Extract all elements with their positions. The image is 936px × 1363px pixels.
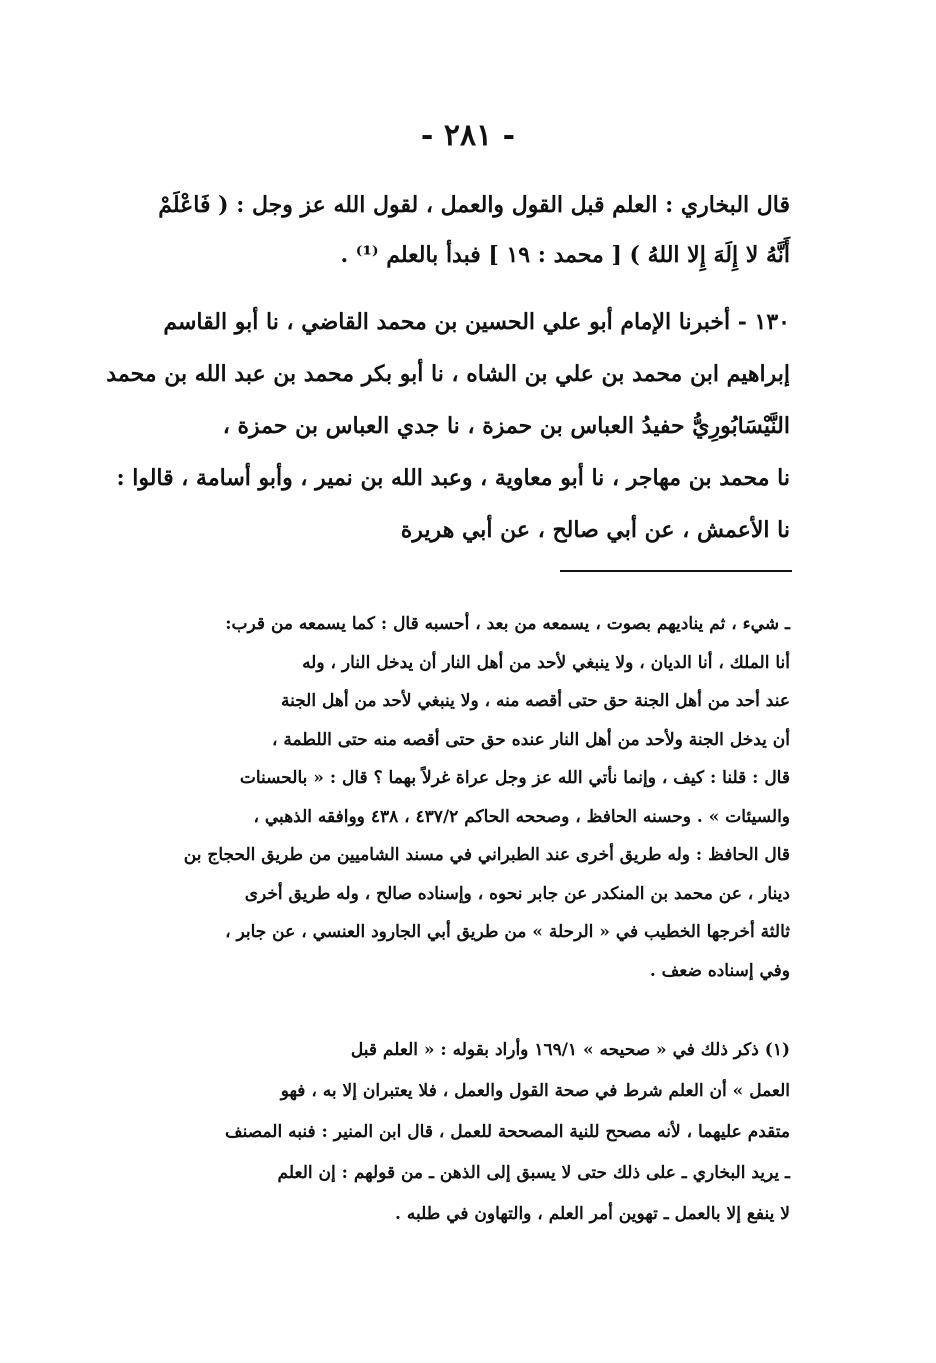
hadith-line: النَّيْسَابُورِيُّ حفيدُ العباس بن حمزة ، نا جدي العباس بن حمزة ،	[222, 413, 790, 439]
intro-paragraph	[158, 180, 790, 280]
hadith-line: ١٣٠ - أخبرنا الإمام أبو علي الحسين بن محمد القاضي ، نا أبو القاسم	[163, 309, 790, 335]
footnote-line: قال الحافظ : وله طريق أخرى عند الطبراني في مسند الشاميين من طريق الحجاج بن	[183, 845, 790, 865]
footnote-line: وفي إسناده ضعف .	[649, 960, 790, 981]
footnote-line: العمل » أن العلم شرط في صحة القول والعمل ، فلا يعتبران إلا به ، فهو	[280, 1081, 790, 1101]
footnote-line: ثالثة أخرجها الخطيب في « الرحلة » من طريق أبي الجارود العنسي ، عن جابر ،	[225, 922, 790, 942]
intro-line: أَنَّهُ لا إِلَهَ إِلا اللهُ ) [ محمد : ١٩ ] فبدأ بالعلم ⁽¹⁾ .	[340, 242, 790, 268]
footnote-line: ـ يريد البخاري ـ على ذلك حتى لا يسبق إلى الذهن ـ من قولهم : إن العلم	[277, 1163, 790, 1183]
page-number: - ٢٨١ -	[420, 118, 516, 153]
footnote-line: لا ينفع إلا بالعمل ـ تهوين أمر العلم ، والتهاون في طلبه .	[395, 1204, 790, 1224]
footnote-line: قال : قلنا : كيف ، وإنما نأتي الله عز وجل عراة غرلاً بهما ؟ قال : « بالحسنات	[239, 768, 790, 788]
intro-line: قال البخاري : العلم قبل القول والعمل ، لقول الله عز وجل : ( فَاعْلَمْ	[158, 192, 790, 218]
footnote-divider	[560, 570, 792, 572]
footnote-line: متقدم عليهما ، لأنه مصحح للنية المصححة للعمل ، قال ابن المنير : فنبه المصنف	[224, 1122, 790, 1142]
footnote-line: ـ شيء ، ثم يناديهم بصوت ، يسمعه من بعد ، أحسبه قال : كما يسمعه من قرب:	[225, 614, 790, 634]
hadith-130-paragraph	[106, 296, 790, 556]
hadith-line: نا محمد بن مهاجر ، نا أبو معاوية ، وعبد الله بن نمير ، وأبو أسامة ، قالوا :	[116, 465, 790, 491]
footnote-line: أن يدخل الجنة ولأحد من أهل النار عنده حق حتى أقصه منه حتى اللطمة ،	[272, 729, 790, 750]
footnote-line: عند أحد من أهل الجنة حق حتى أقصه منه ، ولا ينبغي لأحد من أهل الجنة	[280, 691, 790, 711]
footnote-line: والسيئات » . وحسنه الحافظ ، وصححه الحاكم ٤٣٧/٢ ، ٤٣٨ ووافقه الذهبي ،	[253, 806, 790, 827]
hadith-line: نا الأعمش ، عن أبي صالح ، عن أبي هريرة	[400, 517, 790, 543]
footnote-line: (١) ذكر ذلك في « صحيحه » ١٦٩/١ وأراد بقوله : « العلم قبل	[350, 1040, 790, 1060]
footnote-continuation	[183, 605, 790, 990]
footnote-line: دينار ، عن محمد بن المنكدر عن جابر نحوه ، وإسناده صالح ، وله طريق أخرى	[244, 883, 790, 904]
footnote-line: أنا الملك ، أنا الديان ، ولا ينبغي لأحد من أهل النار أن يدخل النار ، وله	[302, 652, 790, 673]
hadith-line: إبراهيم ابن محمد بن علي بن الشاه ، نا أبو بكر محمد بن عبد الله بن محمد	[106, 361, 790, 387]
footnote-1	[186, 1030, 790, 1235]
